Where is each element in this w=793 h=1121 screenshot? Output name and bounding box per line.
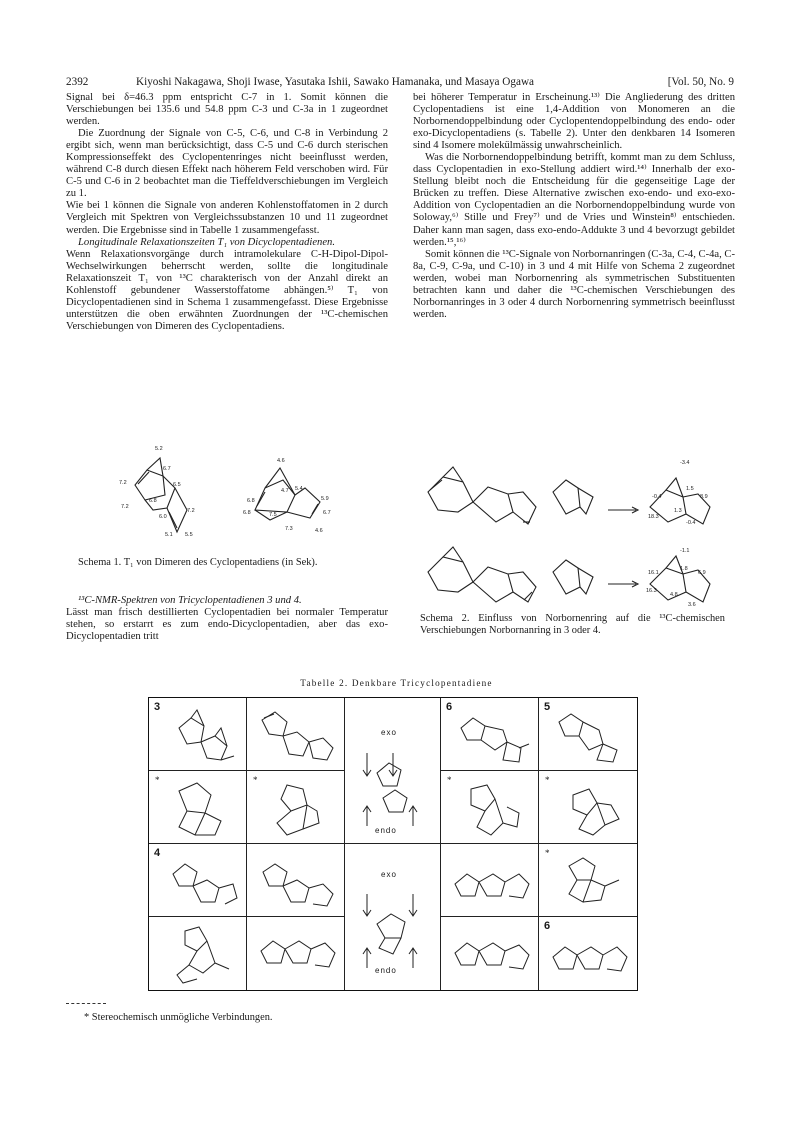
schema-2-figure [418, 452, 728, 612]
svg-text:6.0: 6.0 [159, 514, 167, 520]
svg-text:6.8: 6.8 [149, 498, 157, 504]
svg-text:8.9: 8.9 [700, 494, 708, 500]
table-cell: * [149, 771, 247, 844]
svg-text:5.4: 5.4 [295, 486, 303, 492]
svg-text:6.7: 6.7 [163, 466, 171, 472]
page-number: 2392 [66, 76, 89, 88]
svg-text:5.2: 5.2 [155, 446, 163, 452]
dicyclopentadiene-structure-a [135, 458, 187, 532]
tricyclopentadiene-structure [247, 771, 345, 844]
svg-text:3.6: 3.6 [688, 602, 696, 608]
svg-text:-0.4: -0.4 [652, 494, 662, 500]
tricyclopentadiene-structure [247, 917, 345, 990]
table-2-title: Tabelle 2. Denkbare Tricyclopentadiene [300, 678, 493, 688]
addition-scheme-top [345, 698, 441, 844]
svg-text:1.3: 1.3 [674, 508, 682, 514]
table-cell: 6 [539, 917, 637, 990]
tricyclopentadiene-structure [247, 698, 345, 771]
table-cell [247, 917, 345, 990]
table-cell: 5 [539, 698, 637, 771]
table-cell: 6 [441, 698, 539, 771]
tricyclopentadiene-structure [441, 771, 539, 844]
tricyclopentadiene-structure [441, 917, 539, 990]
paragraph: Signal bei δ=46.3 ppm entspricht C-7 in 1. Somit können die Verschiebungen bei 135.6 und 54.8 ppm C-3 und C-3a in 1 zugeordnet werden. [66, 92, 388, 128]
svg-text:4.6: 4.6 [277, 458, 285, 464]
table-cell [441, 917, 539, 990]
table-cell [247, 698, 345, 771]
svg-text:16.1: 16.1 [648, 570, 659, 576]
paragraph: Lässt man frisch destillierten Cyclopentadien bei normaler Temperatur stehen, so erstarrt es zum endo-Dicyclopentadien, aber das exo-Dicyclopentadien tritt [66, 607, 388, 643]
svg-text:5.1: 5.1 [165, 532, 173, 538]
table-cell [149, 917, 247, 990]
tricyclopentadiene-structure [149, 698, 247, 771]
table-cell: * [441, 771, 539, 844]
svg-text:1.8: 1.8 [680, 566, 688, 572]
svg-text:7.2: 7.2 [119, 480, 127, 486]
svg-text:5.5: 5.5 [185, 532, 193, 538]
tricyclopentadiene-structure [149, 771, 247, 844]
table-cell [441, 844, 539, 917]
svg-text:7.2: 7.2 [187, 508, 195, 514]
table-cell: 4 [149, 844, 247, 917]
table-cell: * [539, 771, 637, 844]
svg-text:4.6: 4.6 [315, 528, 323, 534]
tricyclopentadiene-structure [247, 844, 345, 917]
table-cell: * [247, 771, 345, 844]
author-line: Kiyoshi Nakagawa, Shoji Iwase, Yasutaka Ishii, Sawako Hamanaka, und Masaya Ogawa [136, 76, 534, 88]
tricyclopentadiene-structure [539, 771, 637, 844]
svg-text:-3.4: -3.4 [680, 460, 690, 466]
svg-text:7.2: 7.2 [121, 504, 129, 510]
svg-text:5.9: 5.9 [321, 496, 329, 502]
svg-text:18.3: 18.3 [648, 514, 659, 520]
svg-text:-1.1: -1.1 [680, 548, 690, 554]
svg-text:7.3: 7.3 [285, 526, 293, 532]
tricyclopentadiene-structure [539, 844, 637, 917]
footnote-rule [66, 1003, 106, 1004]
svg-text:4.8: 4.8 [670, 592, 678, 598]
shift-values-top [648, 460, 708, 526]
schema-1-caption: Schema 1. T₁ von Dimeren des Cyclopentadiens (in Sek). [78, 557, 318, 568]
svg-text:7.5: 7.5 [269, 512, 277, 518]
table-cell: 3 [149, 698, 247, 771]
svg-text:6.9: 6.9 [698, 570, 706, 576]
paragraph: Wenn Relaxationsvorgänge durch intramolekulare C-H-Dipol-Dipol-Wechselwirkungen beherrscht werden, sollte die longitudinale Relaxationszeit T₁ von ¹³C charakterisch von der Anzahl direkt an Kohlenstoff gebundener Wasserstoffatome abhängen.⁵⁾ T₁ von Dicyclopentadienen sind in Schema 1 zusammengefasst. Diese Ergebnisse unterstützen die oben erwähnten Zuordnungen der ¹³C-chemischen Verschiebungen von Dimeren des Cyclopentadiens. [66, 248, 388, 332]
svg-text:6.7: 6.7 [323, 510, 331, 516]
addition-scheme-bottom [345, 844, 441, 990]
svg-text:16.3: 16.3 [646, 588, 657, 594]
right-column [413, 92, 735, 321]
table-cell [247, 844, 345, 917]
paragraph: bei höherer Temperatur in Erscheinung.¹³⁾ Die Angliederung des dritten Cyclopentadiens ist eine 1,4-Addition von Monomeren an die Norbornendoppelbindung oder Cyclopentendoppelbindung des endo- oder exo-Dicyclopentadiens (s. Tabelle 2). Unter den denkbaren 14 Isomeren sind 4 Isomere molekülmässig unwahrscheinlich. [413, 92, 735, 152]
tricyclopentadiene-structure [539, 698, 637, 771]
paragraph: Somit können die ¹³C-Signale von Norbornanringen (C-3a, C-4, C-4a, C-8a, C-9, C-9a, und C-10) in 3 und 4 mit Hilfe von Schema 2 zugeordnet werden, wobei man Norbornenring als symmetrischen Substituenten betrachten kann und daher die ¹³C-chemischen Verschiebungen des Norbornanringes in 3 oder 4 durch Norbornenring symmetrisch beeinflusst werden. [413, 248, 735, 320]
svg-text:6.5: 6.5 [173, 482, 181, 488]
svg-text:6.8: 6.8 [243, 510, 251, 516]
section-heading: ¹³C-NMR-Spektren von Tricyclopentadienen 3 und 4. [78, 595, 302, 606]
tricyclopentadiene-structure [441, 698, 539, 771]
table-cell: * [539, 844, 637, 917]
footnote: * Stereochemisch unmögliche Verbindungen. [84, 1012, 273, 1023]
svg-text:4.7: 4.7 [281, 488, 289, 494]
tricyclopentadiene-structure [441, 844, 539, 917]
subsection-heading: Longitudinale Relaxationszeiten T₁ von Dicyclopentadienen. [78, 236, 335, 248]
paragraph: Die Zuordnung der Signale von C-5, C-6, und C-8 in Verbindung 2 ergibt sich, wenn man berücksichtigt, dass C-5 und C-6 durch sterischen Kompressionseffekt des Cyclopentenringes nicht beeinflusst werden, während C-8 durch diesen Effekt nach höherem Feld verschoben wird. Für C-5 und C-6 in 2 beobachtet man die Tieffeldverschiebungen im Vergleich zu 1. [66, 128, 388, 200]
left-column [66, 92, 388, 333]
t1-values-a [119, 446, 195, 538]
paragraph: Was die Norbornendoppelbindung betrifft, kommt man zu dem Schluss, dass Cyclopentadien in exo-Stellung addiert wird.¹⁴⁾ Innerhalb der exo-Stellung bleibt noch die Entscheidung für die gegenseitige Lage der Brücken zu treffen. Diese Alternative zwischen exo-endo- und exo-exo-Addition von Cyclopentadien an die Norbornendoppelbindung wurde von Soloway,⁶⁾ Stille und Frey⁷⁾ und de Vries und Winstein⁸⁾ entschieden. Daher kann man sagen, dass exo-endo-Addukte 3 und 4 bevorzugt gebildet werden.¹⁵,¹⁶⁾ [413, 152, 735, 248]
tricyclopentadiene-structure [149, 917, 247, 990]
table-2-grid [148, 697, 638, 991]
t1-values-b [243, 458, 331, 534]
volume-info: [Vol. 50, No. 9 [667, 76, 734, 88]
paragraph: Wie bei 1 können die Signale von anderen Kohlenstoffatomen in 2 durch Vergleich mit Spektren von Vergleichssubstanzen 10 und 11 zugeordnet werden. Die Ergebnisse sind in Tabelle 1 zusammengefasst. [66, 200, 388, 236]
schema-1-figure [105, 440, 365, 545]
table-center-cell: exo endo [345, 844, 441, 990]
dicyclopentadiene-structure-b [255, 468, 320, 520]
section-block [66, 595, 388, 643]
svg-text:-0.4: -0.4 [686, 520, 696, 526]
schema-2-caption: Schema 2. Einfluss von Norbornenring auf die ¹³C-chemischen Verschiebungen Norbornanring in 3 oder 4. [420, 613, 725, 637]
tricyclopentadiene-structure [149, 844, 247, 917]
tricyclopentadiene-structure [539, 917, 637, 990]
table-center-cell: exo endo [345, 698, 441, 844]
svg-text:6.8: 6.8 [247, 498, 255, 504]
svg-text:1.5: 1.5 [686, 486, 694, 492]
